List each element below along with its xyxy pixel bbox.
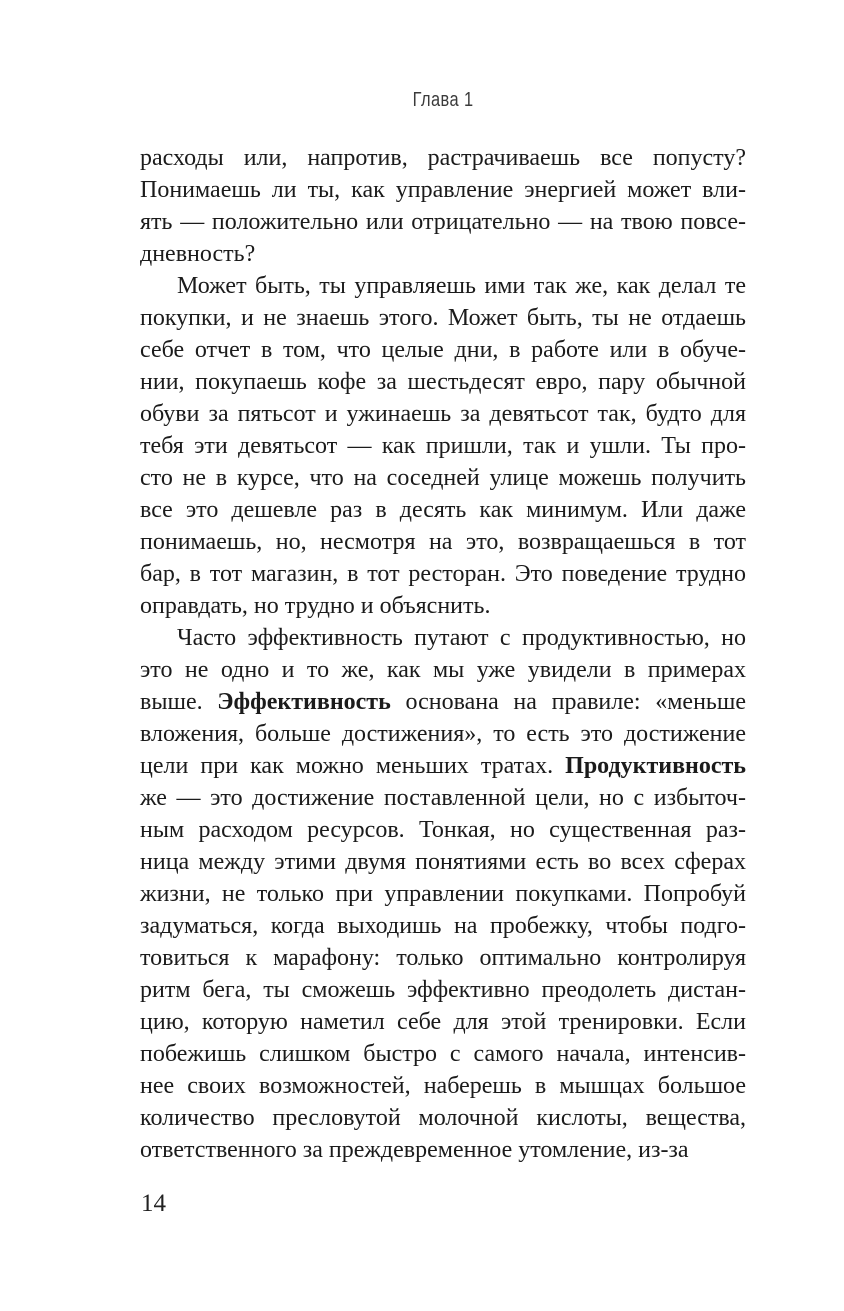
chapter-heading: Глава 1 [412,89,474,111]
text-line: жизни, не только при управлении покупками. Попробуй [140,881,746,907]
text-line: сто не в курсе, что на соседней улице можешь получить [140,465,746,491]
body-text [140,142,746,1166]
text-line: ритм бега, ты сможешь эффективно преодолеть дистан- [140,977,746,1003]
text-line: понимаешь, но, несмотря на это, возвращаешься в тот [140,529,746,555]
text-line: обуви за пятьсот и ужинаешь за девятьсот так, будто для [140,401,746,427]
text-line: нии, покупаешь кофе за шестьдесят евро, пару обычной [140,369,746,395]
text-line: расходы или, напротив, растрачиваешь все попусту? [140,145,746,171]
text-line: товиться к марафону: только оптимально контролируя [140,945,746,971]
page-number: 14 [141,1190,166,1217]
text-line: количество пресловутой молочной кислоты, вещества, [140,1105,746,1131]
text-line: ным расходом ресурсов. Тонкая, но существенная раз- [140,817,746,843]
text-line: все это дешевле раз в десять как минимум. Или даже [140,497,746,523]
running-header [140,88,746,112]
text-line: ять — положительно или отрицательно — на твою повсе- [140,209,746,235]
text-line: вложения, больше достижения», то есть это достижение [140,721,746,747]
text-line: покупки, и не знаешь этого. Может быть, ты не отдаешь [140,305,746,331]
text-line: оправдать, но трудно и объяснить. [140,593,491,619]
text-line: Понимаешь ли ты, как управление энергией может вли- [140,177,746,203]
text-line: нее своих возможностей, наберешь в мышцах большое [140,1073,746,1099]
text-line: дневность? [140,241,256,267]
text-line: выше. Эффективность основана на правиле: «меньше [140,689,747,715]
text-line: ответственного за преждевременное утомление, из-за [140,1137,689,1163]
text-line: побежишь слишком быстро с самого начала, интенсив- [140,1041,746,1067]
text-line: бар, в тот магазин, в тот ресторан. Это поведение трудно [140,561,746,587]
text-line: Может быть, ты управляешь ими так же, как делал те [177,273,746,299]
text-line: цию, которую наметил себе для этой тренировки. Если [140,1009,746,1035]
text-line: Часто эффективность путают с продуктивностью, но [177,625,746,651]
text-line: это не одно и то же, как мы уже увидели в примерах [140,657,746,683]
text-line: себе отчет в том, что целые дни, в работе или в обуче- [140,337,746,363]
text-line: задуматься, когда выходишь на пробежку, чтобы подго- [140,913,746,939]
text-line: тебя эти девятьсот — как пришли, так и ушли. Ты про- [140,433,746,459]
text-line: ница между этими двумя понятиями есть во всех сферах [140,849,746,875]
text-line: же — это достижение поставленной цели, но с избыточ- [140,785,746,811]
text-line: цели при как можно меньших тратах. Продуктивность [140,753,746,779]
